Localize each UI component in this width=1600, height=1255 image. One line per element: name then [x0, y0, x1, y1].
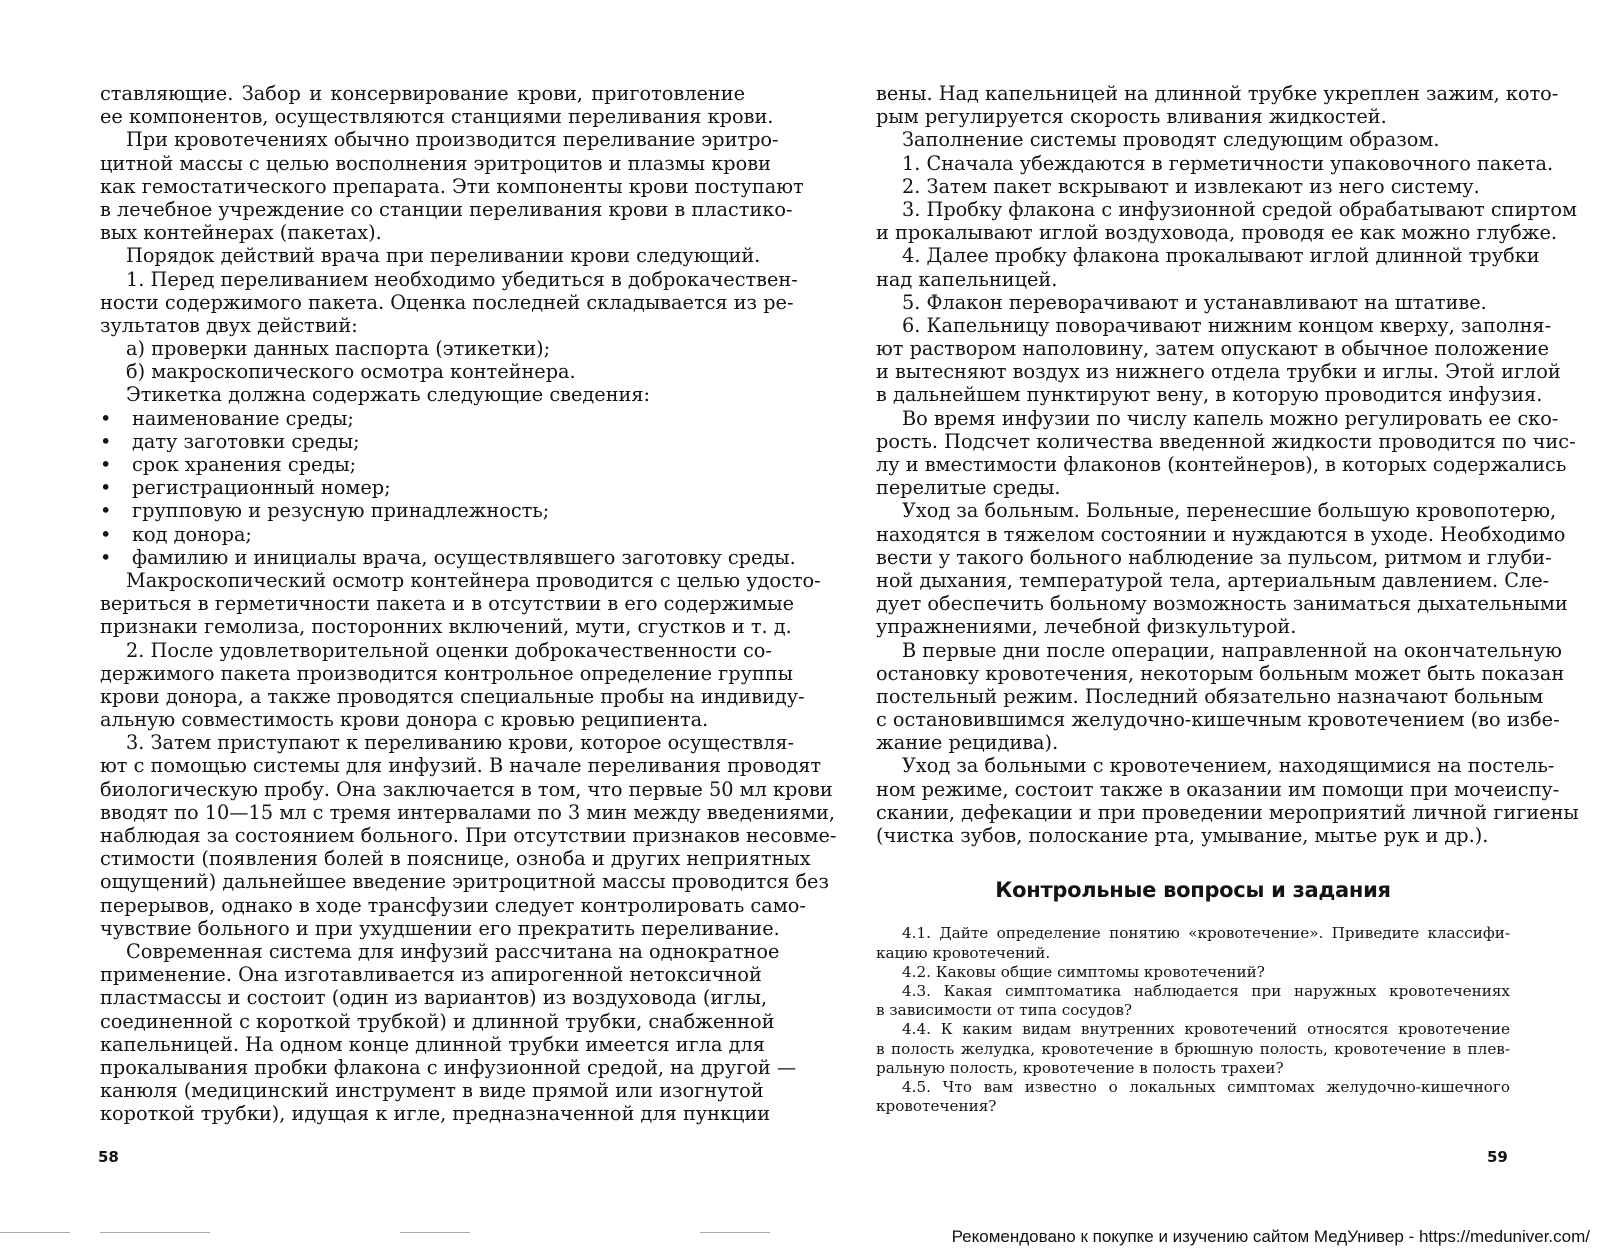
bullet-text: фамилию и инициалы врача, осуществлявшего заготовку среды.	[132, 545, 796, 569]
text-line: (чистка зубов, полоскание рта, умывание, мытье рук и др.).	[876, 824, 1489, 847]
bullet-text: дату заготовки среды;	[132, 429, 360, 453]
text-line	[100, 453, 745, 476]
text-line: лу и вместимости флаконов (контейнеров), в которых содержались	[876, 453, 1567, 476]
text-line: вериться в герметичности пакета и в отсутствии в его содержимые	[100, 592, 795, 616]
text-line	[100, 476, 745, 499]
text-line: Современная система для инфузий рассчитана на однократное	[126, 939, 780, 963]
scan-edge-mark	[100, 1232, 210, 1233]
text-line: стимости (появления болей в пояснице, озноба и других неприятных	[100, 847, 811, 871]
text-line: Уход за больным. Больные, перенесшие большую кровопотерю,	[902, 499, 1557, 523]
text-line: пластмассы и состоит (один из вариантов) из воздуховода (иглы,	[100, 986, 768, 1010]
text-line: Уход за больными с кровотечением, находящимися на постель-	[902, 754, 1555, 778]
right-page	[876, 82, 1579, 1116]
text-line: как гемостатического препарата. Эти компоненты крови поступают	[100, 174, 804, 198]
text-line: крови донора, а также проводятся специальные пробы на индивиду-	[100, 684, 805, 708]
text-line	[100, 545, 796, 569]
text-line: ном режиме, состоит также в оказании им помощи при мочеиспу-	[876, 777, 1560, 801]
text-line: Этикетка должна содержать следующие сведения:	[126, 383, 651, 407]
text-line: альную совместимость крови донора с кровью реципиента.	[100, 708, 709, 732]
text-line: вводят по 10—15 мл с тремя интервалами по 3 мин между введениями,	[100, 800, 835, 824]
page-number-left: 58	[98, 1148, 119, 1166]
text-line: 4.4. К каким видам внутренних кровотечений относятся кровотечение	[902, 1020, 1510, 1039]
text-line: вести у такого больного наблюдение за пульсом, ритмом и глуби-	[876, 545, 1552, 569]
text-line: 4. Далее пробку флакона прокалывают иглой длинной трубки	[902, 244, 1540, 268]
text-line: 4.2. Каковы общие симптомы кровотечений?	[902, 962, 1265, 981]
text-line: ют с помощью системы для инфузий. В начале переливания проводят	[100, 754, 822, 778]
text-line: в дальнейшем пунктируют вену, в которую проводится инфузия.	[876, 383, 1543, 407]
text-line: 3. Затем приступают к переливанию крови, которое осуществля-	[126, 731, 795, 755]
bullet-text: наименование среды;	[132, 406, 354, 430]
text-line: ее компонентов, осуществляются станциями переливания крови.	[100, 105, 774, 129]
text-line: 3. Пробку флакона с инфузионной средой обрабатывают спиртом	[902, 197, 1577, 221]
text-line: наблюдая за состоянием больного. При отсутствии признаков несовме-	[100, 824, 837, 847]
text-line: цитной массы с целью восполнения эритроцитов и плазмы крови	[100, 151, 771, 175]
text-line	[100, 523, 745, 546]
text-line: 6. Капельницу поворачивают нижним концом кверху, заполня-	[902, 313, 1552, 337]
text-line: скании, дефекации и при проведении мероприятий личной гигиены	[876, 800, 1579, 824]
text-line: Заполнение системы проводят следующим образом.	[902, 128, 1440, 152]
text-line: признаки гемолиза, посторонних включений, мути, сгустков и т. д.	[100, 615, 792, 639]
text-line: в зависимости от типа сосудов?	[876, 1001, 1133, 1020]
text-line: жание рецидива).	[876, 731, 1059, 755]
page-number-right: 59	[1487, 1148, 1508, 1166]
text-line	[100, 499, 745, 522]
bullet-icon: •	[100, 522, 112, 546]
text-line: ощущений) дальнейшее введение эритроцитной массы проводится без	[100, 870, 829, 894]
text-line: перелитые среды.	[876, 476, 1061, 500]
text-line: ют раствором наполовину, затем опускают в обычное положение	[876, 337, 1550, 361]
bullet-icon: •	[100, 476, 112, 500]
text-line: 2. Затем пакет вскрывают и извлекают из него систему.	[902, 174, 1480, 198]
text-line: 2. После удовлетворительной оценки доброкачественности со-	[126, 638, 772, 662]
text-line: вых контейнерах (пакетах).	[100, 221, 382, 245]
text-line: 4.5. Что вам известно о локальных симптомах желудочно-кишечного	[902, 1077, 1510, 1096]
text-line: соединенной с короткой трубкой) и длинной трубки, снабженной	[100, 1009, 775, 1033]
text-line: ставляющие. Забор и консервирование крови, приготовление	[100, 82, 745, 105]
text-line: ной дыхания, температурой тела, артериальным давлением. Сле-	[876, 568, 1550, 592]
text-line: 1. Сначала убеждаются в герметичности упаковочного пакета.	[902, 151, 1554, 175]
text-line: вены. Над капельницей на длинной трубке укреплен зажим, кото-	[876, 82, 1559, 105]
text-line: канюля (медицинский инструмент в виде прямой или изогнутой	[100, 1079, 764, 1103]
control-questions	[876, 924, 1510, 1116]
scan-edge-mark	[700, 1232, 770, 1233]
text-line: а) проверки данных паспорта (этикетки);	[126, 337, 551, 361]
text-line: рым регулируется скорость вливания жидкостей.	[876, 105, 1387, 129]
text-line: Порядок действий врача при переливании крови следующий.	[126, 244, 761, 268]
footer-recommendation: Рекомендовано к покупке и изучению сайтом МедУнивер - https://meduniver.com/	[951, 1227, 1590, 1246]
text-line: чувствие больного и при ухудшении его прекратить переливание.	[100, 916, 780, 940]
text-line: капельницей. На одном конце длинной трубки имеется игла для	[100, 1032, 765, 1056]
text-line: 4.1. Дайте определение понятию «кровотечение». Приведите классифи-	[902, 924, 1510, 943]
text-line: применение. Она изготавливается из апирогенной нетоксичной	[100, 963, 762, 987]
bullet-icon: •	[100, 499, 112, 523]
text-line: Макроскопический осмотр контейнера проводится с целью удосто-	[126, 568, 821, 592]
text-line: перерывов, однако в ходе трансфузии следует контролировать само-	[100, 893, 806, 917]
text-line: дует обеспечить больному возможность заниматься дыхательными	[876, 592, 1568, 616]
section-heading: Контрольные вопросы и задания	[995, 878, 1391, 903]
text-line	[100, 430, 745, 453]
scan-edge-mark	[0, 1232, 70, 1233]
text-line: короткой трубки), идущая к игле, предназначенной для пункции	[100, 1102, 771, 1126]
text-line: кацию кровотечений.	[876, 943, 1051, 962]
right-page-body	[876, 82, 1579, 847]
text-line: в полость желудка, кровотечение в брюшную полость, кровотечение в плев-	[876, 1039, 1510, 1058]
bullet-text: код донора;	[132, 522, 252, 546]
text-line: 4.3. Какая симптоматика наблюдается при наружных кровотечениях	[902, 981, 1510, 1000]
text-line: прокалывания пробки флакона с инфузионной средой, на другой —	[100, 1055, 797, 1079]
bullet-text: регистрационный номер;	[132, 476, 391, 500]
scan-edge-mark	[400, 1232, 470, 1233]
bullet-icon: •	[100, 429, 112, 453]
bullet-icon: •	[100, 406, 112, 430]
text-line: ности содержимого пакета. Оценка последней складывается из ре-	[100, 290, 794, 314]
text-line: Во время инфузии по числу капель можно регулировать ее ско-	[902, 406, 1559, 430]
text-line: ральную полость, кровотечение в полость трахеи?	[876, 1058, 1284, 1077]
text-line: зультатов двух действий:	[100, 313, 358, 337]
bullet-icon: •	[100, 545, 112, 569]
text-line: рость. Подсчет количества введенной жидкости проводится по чис-	[876, 429, 1576, 453]
bullet-icon: •	[100, 453, 112, 476]
text-line: в лечебное учреждение со станции переливания крови в пластико-	[100, 197, 793, 221]
text-line: В первые дни после операции, направленной на окончательную	[902, 638, 1562, 662]
text-line: держимого пакета производится контрольное определение группы	[100, 661, 793, 685]
text-line: биологическую пробу. Она заключается в том, что первые 50 мл крови	[100, 777, 833, 801]
left-page	[100, 82, 837, 1126]
text-line	[100, 407, 745, 430]
text-line: упражнениями, лечебной физкультурой.	[876, 615, 1297, 639]
text-line: находятся в тяжелом состоянии и нуждаются в уходе. Необходимо	[876, 522, 1566, 546]
text-line: и вытесняют воздух из нижнего отдела трубки и иглы. Этой иглой	[876, 360, 1561, 384]
text-line: 1. Перед переливанием необходимо убедиться в доброкачествен-	[126, 267, 798, 291]
text-line: остановку кровотечения, некоторым больным может быть показан	[876, 661, 1565, 685]
text-line: и прокалывают иглой воздуховода, проводя ее как можно глубже.	[876, 221, 1558, 245]
text-line: При кровотечениях обычно производится переливание эритро-	[126, 128, 779, 152]
text-line: постельный режим. Последний обязательно назначают больным	[876, 684, 1544, 708]
text-line: кровотечения?	[876, 1097, 997, 1116]
text-line: б) макроскопического осмотра контейнера.	[126, 360, 576, 384]
bullet-text: групповую и резусную принадлежность;	[132, 499, 550, 523]
bullet-text: срок хранения среды;	[132, 453, 357, 476]
text-line: с остановившимся желудочно-кишечным кровотечением (во избе-	[876, 708, 1560, 732]
text-line: 5. Флакон переворачивают и устанавливают на штативе.	[902, 290, 1487, 314]
text-line: над капельницей.	[876, 267, 1058, 291]
